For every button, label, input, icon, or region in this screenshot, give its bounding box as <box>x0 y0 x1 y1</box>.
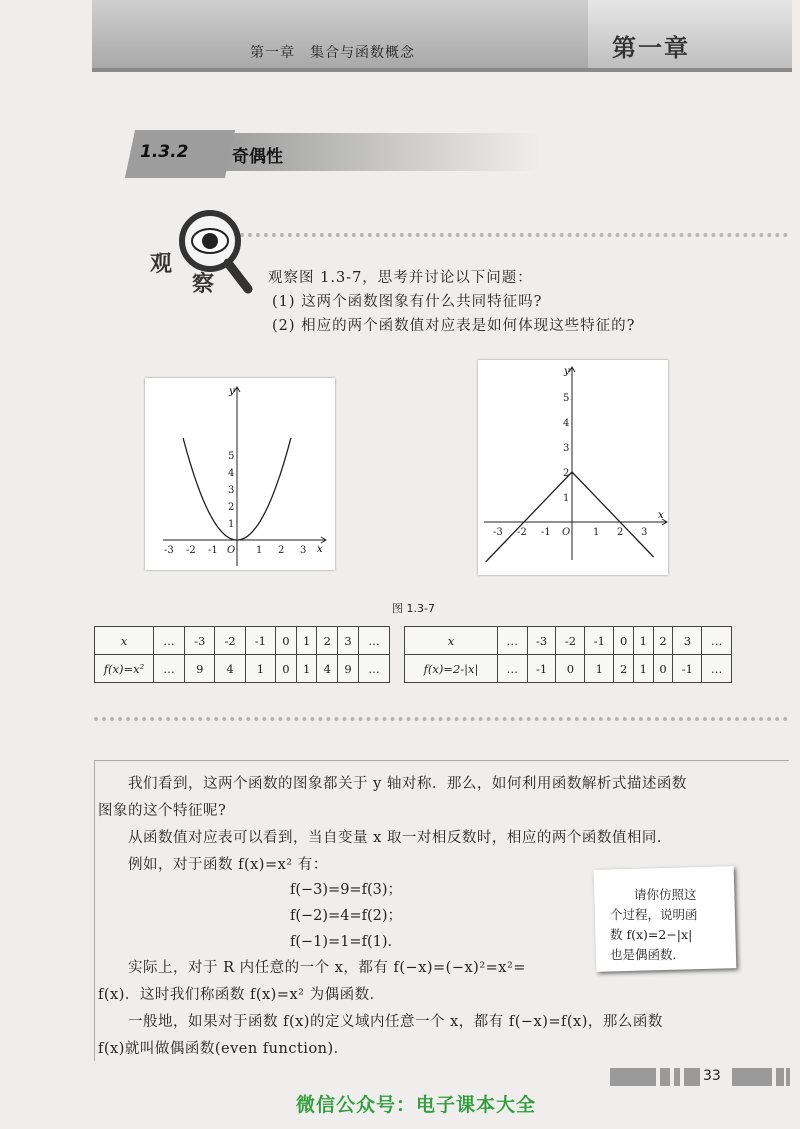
table-cell: x <box>95 627 154 655</box>
section-title: 奇偶性 <box>232 147 283 167</box>
table-cell: 1 <box>633 655 653 683</box>
value-table-x-squared <box>94 626 390 683</box>
table-cell: 1 <box>296 655 317 683</box>
paragraph-2: 从函数值对应表可以看到，当自变量 x 取一对相反数时，相应的两个函数值相同． <box>128 830 672 846</box>
y-axis-label: y <box>564 366 570 377</box>
magnifier-eye-icon <box>150 205 260 295</box>
page-strip-right <box>732 1068 790 1086</box>
table-row <box>95 627 390 655</box>
x-tick-label: 3 <box>300 545 307 556</box>
table-cell: 1 <box>245 655 275 683</box>
table-cell: -1 <box>527 655 556 683</box>
chapter-title: 第一章 集合与函数概念 <box>250 45 415 61</box>
x-tick-label: 1 <box>593 527 600 538</box>
table-cell: f(x)=2-|x| <box>405 655 498 683</box>
y-tick-label: 2 <box>228 502 235 513</box>
table-cell: … <box>498 655 528 683</box>
y-tick-label: 5 <box>228 451 235 462</box>
question-1: (1) 这两个函数图象有什么共同特征吗? <box>272 294 543 310</box>
y-tick-label: 4 <box>563 418 570 429</box>
x-tick-label: 2 <box>617 527 624 538</box>
x-tick-label: -3 <box>164 545 174 556</box>
equation-1: f(−3)=9=f(3)； <box>290 882 402 898</box>
value-table-abs <box>404 626 732 683</box>
note-line-1: 请你仿照这 <box>634 887 697 902</box>
graph-x-squared <box>145 378 335 570</box>
table-cell: 9 <box>185 655 215 683</box>
paragraph-4b: f(x)．这时我们称函数 f(x)=x² 为偶函数． <box>98 987 385 1003</box>
table-cell: 2 <box>653 627 673 655</box>
table-row <box>405 627 732 655</box>
table-cell: x <box>405 627 498 655</box>
table-cell: … <box>498 627 528 655</box>
question-2: (2) 相应的两个函数值对应表是如何体现这些特征的? <box>272 318 636 334</box>
table-cell: 1 <box>633 627 653 655</box>
watermark: 微信公众号：电子课本大全 <box>296 1094 537 1116</box>
table-cell: 1 <box>585 655 614 683</box>
dotted-divider-top <box>240 233 788 237</box>
table-cell: -1 <box>245 627 275 655</box>
x-tick-label: -1 <box>541 527 551 538</box>
x-tick-label: 2 <box>278 545 285 556</box>
page-number: 33 <box>703 1068 721 1084</box>
x-tick-label: -1 <box>208 545 218 556</box>
x-tick-label: 1 <box>256 545 263 556</box>
page-strip-left <box>610 1068 700 1086</box>
equation-2: f(−2)=4=f(2)； <box>290 908 402 924</box>
table-cell: -3 <box>185 627 215 655</box>
table-cell: … <box>358 627 389 655</box>
table-cell: -2 <box>215 627 245 655</box>
chapter-badge: 第一章 <box>612 34 690 62</box>
table-row <box>405 655 732 683</box>
observe-questions <box>268 266 635 338</box>
table-cell: -2 <box>556 627 585 655</box>
x-tick-label: O <box>562 527 571 538</box>
table-cell: 3 <box>673 627 702 655</box>
x-tick-label: O <box>227 545 236 556</box>
graph-abs <box>478 360 668 575</box>
side-note-text <box>610 885 728 965</box>
abs-graph-line <box>486 472 654 562</box>
table-cell: … <box>702 627 732 655</box>
table-cell: 9 <box>338 655 359 683</box>
table-cell: 0 <box>276 627 297 655</box>
table-cell: 2 <box>614 655 634 683</box>
y-tick-label: 2 <box>563 468 570 479</box>
note-line-2: 个过程，说明函 <box>610 907 698 922</box>
note-line-4: 也是偶函数． <box>610 947 686 962</box>
dotted-divider-bottom <box>94 717 788 721</box>
x-axis-label: x <box>317 544 323 555</box>
x-tick-label: 3 <box>641 527 648 538</box>
note-line-3: 数 f(x)=2−|x| <box>610 927 693 942</box>
table-cell: … <box>702 655 732 683</box>
y-axis-label: y <box>229 386 235 397</box>
table-cell: … <box>154 627 185 655</box>
figure-caption: 图 1.3-7 <box>392 602 435 615</box>
y-tick-label: 1 <box>563 493 570 504</box>
y-tick-label: 4 <box>228 468 235 479</box>
table-cell: -3 <box>527 627 556 655</box>
paragraph-4a: 实际上，对于 R 内任意的一个 x，都有 f(−x)=(−x)²=x²= <box>128 960 526 976</box>
table-cell: 1 <box>296 627 317 655</box>
x-axis-label: x <box>658 510 664 521</box>
x-tick-label: -3 <box>493 527 503 538</box>
icon-char-2: 察 <box>192 271 215 295</box>
paragraph-5a: 一般地，如果对于函数 f(x)的定义域内任意一个 x，都有 f(−x)=f(x)，那么函数 <box>128 1014 663 1030</box>
table-cell: 4 <box>215 655 245 683</box>
paragraph-1a: 我们看到，这两个函数的图象都关于 y 轴对称．那么，如何利用函数解析式描述函数 <box>128 776 687 792</box>
table-cell: 3 <box>338 627 359 655</box>
y-tick-label: 5 <box>563 393 570 404</box>
table-cell: f(x)=x² <box>95 655 154 683</box>
paragraph-5b: f(x)就叫做偶函数(even function)． <box>98 1041 349 1057</box>
table-cell: 0 <box>614 627 634 655</box>
table-cell: 2 <box>317 627 338 655</box>
y-tick-label: 3 <box>563 443 570 454</box>
y-tick-label: 3 <box>228 485 235 496</box>
section-number: 1.3.2 <box>140 142 189 162</box>
x-tick-label: -2 <box>186 545 196 556</box>
table-cell: -1 <box>673 655 702 683</box>
observe-intro: 观察图 1.3-7，思考并讨论以下问题： <box>268 270 533 286</box>
table-cell: … <box>358 655 389 683</box>
x-tick-label: -2 <box>517 527 527 538</box>
table-cell: -1 <box>585 627 614 655</box>
icon-char-1: 观 <box>150 251 173 277</box>
equation-3: f(−1)=1=f(1)． <box>290 934 402 950</box>
y-tick-label: 1 <box>228 519 235 530</box>
table-cell: 0 <box>653 655 673 683</box>
paragraph-1b: 图象的这个特征呢? <box>98 803 227 819</box>
paragraph-3: 例如，对于函数 f(x)=x² 有： <box>128 857 328 873</box>
table-cell: 0 <box>276 655 297 683</box>
table-row <box>95 655 390 683</box>
table-cell: 4 <box>317 655 338 683</box>
table-cell: 0 <box>556 655 585 683</box>
table-cell: … <box>154 655 185 683</box>
